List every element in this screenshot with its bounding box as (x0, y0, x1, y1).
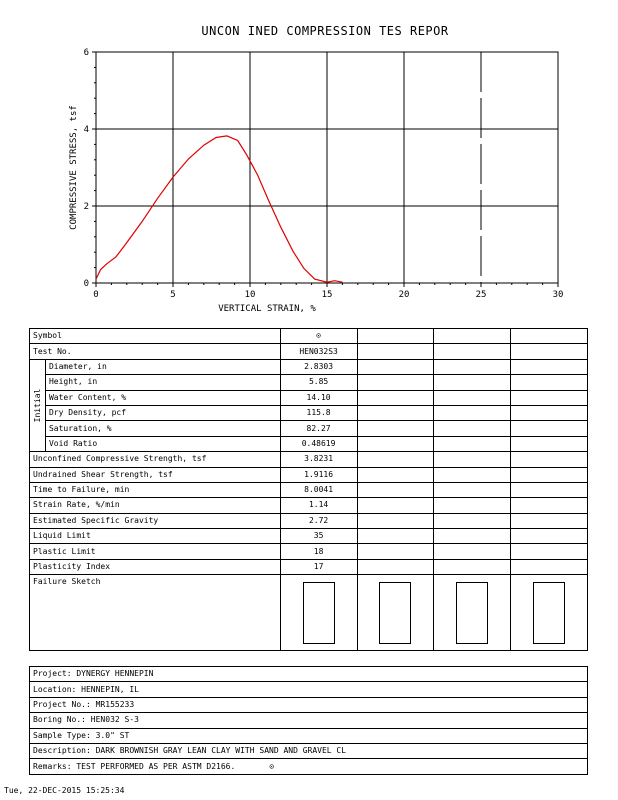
property-label: Undrained Shear Strength, tsf (30, 467, 281, 482)
empty-cell (511, 529, 588, 544)
property-label: Liquid Limit (30, 529, 281, 544)
empty-cell (434, 559, 511, 574)
x-tick-label: 20 (398, 290, 410, 300)
empty-cell (434, 375, 511, 390)
property-value: 35 (280, 529, 357, 544)
info-row (30, 713, 588, 728)
empty-cell (434, 436, 511, 451)
empty-cell (357, 344, 434, 359)
property-label: Unconfined Compressive Strength, tsf (30, 452, 281, 467)
info-text (30, 682, 588, 697)
empty-cell (357, 467, 434, 482)
info-value: Project: DYNERGY HENNEPIN (33, 669, 154, 679)
info-value: Boring No.: HEN032 S-3 (33, 715, 139, 725)
info-text (30, 743, 588, 758)
failure-sketch-cell (511, 575, 588, 651)
property-label: Dry Density, pcf (45, 405, 280, 420)
initial-row (30, 405, 588, 420)
result-row (30, 544, 588, 559)
project-info-table (29, 666, 588, 775)
empty-cell (357, 390, 434, 405)
property-value: 2.72 (280, 513, 357, 528)
empty-cell (357, 529, 434, 544)
empty-cell (357, 329, 434, 344)
x-tick-label: 25 (475, 290, 487, 300)
x-tick-label: 5 (170, 290, 176, 300)
empty-cell (511, 559, 588, 574)
y-tick-label: 0 (83, 279, 89, 289)
info-text (30, 759, 588, 774)
failure-sketch-cell (357, 575, 434, 651)
property-label: Plasticity Index (30, 559, 281, 574)
property-label: Height, in (45, 375, 280, 390)
y-axis-label: COMPRESSIVE STRESS, tsf (69, 105, 79, 230)
result-row (30, 513, 588, 528)
initial-row (30, 359, 588, 374)
empty-cell (434, 513, 511, 528)
empty-cell (434, 421, 511, 436)
property-label: Saturation, % (45, 421, 280, 436)
info-row (30, 667, 588, 682)
test-no-value: HEN032S3 (280, 344, 357, 359)
empty-cell (511, 544, 588, 559)
empty-cell (511, 452, 588, 467)
empty-cell (511, 513, 588, 528)
empty-cell (511, 390, 588, 405)
x-tick-label: 15 (321, 290, 333, 300)
y-tick-label: 2 (83, 202, 89, 212)
empty-cell (511, 421, 588, 436)
failure-sketch-label: Failure Sketch (30, 575, 281, 651)
empty-cell (357, 498, 434, 513)
initial-row (30, 436, 588, 451)
failure-sketch-cell (280, 575, 357, 651)
x-tick-label: 30 (552, 290, 564, 300)
result-row (30, 498, 588, 513)
empty-cell (511, 498, 588, 513)
specimen-sketch (456, 582, 488, 644)
empty-cell (511, 467, 588, 482)
property-label: Plastic Limit (30, 544, 281, 559)
empty-cell (511, 329, 588, 344)
property-label: Time to Failure, min (30, 482, 281, 497)
empty-cell (434, 529, 511, 544)
initial-row (30, 390, 588, 405)
stress-strain-curve (96, 136, 342, 282)
symbol-label: Symbol (30, 329, 281, 344)
timestamp-footer: Tue, 22-DEC-2015 15:25:34 (4, 786, 125, 795)
property-value: 1.9116 (280, 467, 357, 482)
empty-cell (511, 436, 588, 451)
empty-cell (434, 452, 511, 467)
empty-cell (434, 544, 511, 559)
empty-cell (357, 513, 434, 528)
empty-cell (357, 421, 434, 436)
empty-cell (357, 405, 434, 420)
property-value: 17 (280, 559, 357, 574)
property-value: 0.48619 (280, 436, 357, 451)
info-row (30, 697, 588, 712)
specimen-sketch (303, 582, 335, 644)
empty-cell (357, 359, 434, 374)
property-value: 82.27 (280, 421, 357, 436)
property-value: 18 (280, 544, 357, 559)
info-row (30, 759, 588, 774)
property-value: 1.14 (280, 498, 357, 513)
empty-cell (434, 390, 511, 405)
test-no-row (30, 344, 588, 359)
property-value: 2.8303 (280, 359, 357, 374)
property-value: 8.0041 (280, 482, 357, 497)
empty-cell (434, 329, 511, 344)
empty-cell (511, 359, 588, 374)
test-no-label: Test No. (30, 344, 281, 359)
empty-cell (434, 359, 511, 374)
property-label: Water Content, % (45, 390, 280, 405)
property-label: Strain Rate, %/min (30, 498, 281, 513)
initial-row (30, 421, 588, 436)
y-tick-label: 6 (83, 48, 89, 58)
chart-title: UNCON INED COMPRESSION TES REPOR (201, 24, 449, 38)
empty-cell (434, 498, 511, 513)
info-value: Location: HENNEPIN, IL (33, 684, 139, 694)
info-row (30, 728, 588, 743)
result-row (30, 529, 588, 544)
empty-cell (434, 344, 511, 359)
empty-cell (434, 467, 511, 482)
specimen-sketch (533, 582, 565, 644)
symbol-row (30, 329, 588, 344)
info-text (30, 697, 588, 712)
property-value: 14.10 (280, 390, 357, 405)
property-value: 115.8 (280, 405, 357, 420)
result-row (30, 559, 588, 574)
properties-table (29, 328, 588, 651)
empty-cell (357, 482, 434, 497)
empty-cell (357, 375, 434, 390)
symbol-value: ⊙ (280, 329, 357, 344)
result-row (30, 482, 588, 497)
info-value: Sample Type: 3.0" ST (33, 730, 130, 740)
property-value: 3.8231 (280, 452, 357, 467)
specimen-sketch (379, 582, 411, 644)
property-label: Estimated Specific Gravity (30, 513, 281, 528)
remarks-symbol: ⊙ (269, 761, 275, 771)
y-tick-label: 4 (83, 125, 89, 135)
info-text (30, 667, 588, 682)
property-label: Void Ratio (45, 436, 280, 451)
empty-cell (511, 375, 588, 390)
info-row (30, 682, 588, 697)
empty-cell (511, 405, 588, 420)
x-tick-label: 0 (93, 290, 99, 300)
failure-sketch-cell (434, 575, 511, 651)
empty-cell (357, 436, 434, 451)
result-row (30, 452, 588, 467)
result-row (30, 467, 588, 482)
initial-row (30, 375, 588, 390)
empty-cell (357, 544, 434, 559)
empty-cell (357, 452, 434, 467)
info-row (30, 743, 588, 758)
info-value: Description: DARK BROWNISH GRAY LEAN CLAY WITH SAND AND GRAVEL CL (33, 746, 347, 756)
property-value: 5.85 (280, 375, 357, 390)
empty-cell (511, 344, 588, 359)
stress-strain-chart (0, 0, 618, 320)
x-axis-label: VERTICAL STRAIN, % (218, 304, 316, 314)
info-text (30, 713, 588, 728)
empty-cell (511, 482, 588, 497)
property-label: Diameter, in (45, 359, 280, 374)
info-text (30, 728, 588, 743)
empty-cell (357, 559, 434, 574)
empty-cell (434, 405, 511, 420)
info-value: Project No.: MR155233 (33, 699, 135, 709)
empty-cell (434, 482, 511, 497)
info-value: Remarks: TEST PERFORMED AS PER ASTM D2166. (33, 761, 236, 771)
x-tick-label: 10 (244, 290, 256, 300)
initial-label: Initial (30, 359, 46, 451)
failure-sketch-row (30, 575, 588, 651)
